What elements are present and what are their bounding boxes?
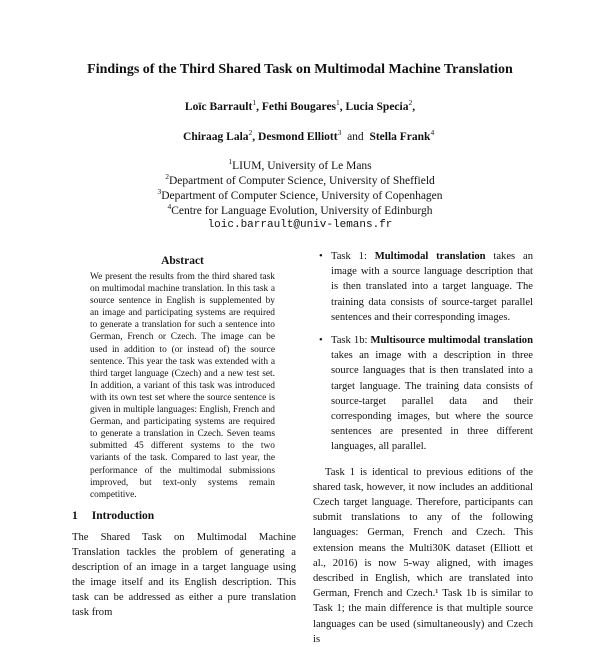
author-sup: 3 [337,127,342,137]
author-sup: 1 [252,98,257,108]
task-bullet: • Task 1: Multimodal translation takes an image with a source language description that is then translated into a target language. The training data consists of source-target parallel sentences and their corresponding images. [319,251,533,323]
author-sup: 4 [430,127,435,137]
affiliation: $^1$LIUM, University of Le Mans [228,157,372,173]
affiliation: $^4$Centre for Language Evolution, University of Edinburgh [167,201,433,217]
author-sep: , [412,101,416,113]
author-name: Desmond Elliott [258,130,338,143]
author-sep: , [252,130,259,143]
abstract-heading: Abstract [161,255,204,267]
bullet-icon: • [319,335,323,347]
author-sep: , [256,101,262,113]
author-name: Lucia Specia [345,101,409,113]
author-name: Fethi Bougares [261,101,337,113]
author-sup: 2 [248,127,253,137]
section-heading [72,510,168,522]
section-number: 1 [72,510,78,522]
bullet-icon: • [319,251,323,262]
section-title: Introduction [91,510,155,522]
affiliation: $^3$Department of Computer Science, University of Copenhagen [157,186,443,202]
author-sup: 1 [336,98,340,108]
author-sep: , [339,101,346,113]
paper-title: Findings of the Third Shared Task on Multimodal Machine Translation [87,62,513,77]
right-column [313,249,533,647]
author-name: Loïc Barrault [184,101,253,113]
abstract-text: We present the results from the third shared task on multimodal machine translation. In this task a source sentence in English is supplemented by an image and participating systems are required to generate a translation for such a sentence into German, French or Czech. The image can be used in addition to (or instead of) the source sentence. This year the task was extended with a third target language (Czech) and a new test set. In addition, a variant of this task was introduced with its own test set where the source sentence is given in multiple languages: English, French and German, and participating systems are required to generate a translation in Czech. Seven teams submitted 45 different systems to the two variants of the task. Compared to last year, the performance of the multimodal submissions improved, but text-only systems remain competitive. [90,272,275,500]
author-block [0,100,600,233]
author-line-2 [0,115,600,159]
author-name: Chiraag Lala [183,130,249,143]
body-paragraph: Task 1 is identical to previous editions of the shared task, however, it now includes an additional Czech target language. Therefore, participants can submit translations to any of the following languages: German, French and Czech. This extension means the Multi30K dataset (Elliott et al., 2016) is now 5-way aligned, with images described in English, which are translated into German, French and Czech.¹ Task 1b is similar to Task 1; the main difference is that multiple source languages can be used (simultaneously) and Czech is [313,466,533,645]
affiliation: $^2$Department of Computer Science, University of Sheffield [165,172,435,187]
author-line-1 [0,100,600,115]
author-email[interactable]: loic.barrault@univ-lemans.fr [207,219,393,232]
intro-paragraph: The Shared Task on Multimodal Machine Translation tackles the problem of generating a description of an image in a target language using the image itself and its English description. This task can be addressed as either a pure translation task from [72,532,296,618]
task-bullet: • Task 1b: Multisource multimodal translation takes an image with a description in three source languages that is then translated into a target language. The training data consists of source-target parallel data and their corresponding images, but where the source sentences are presented in three different languages, all parallel. [319,335,533,453]
author-name: Stella Frank [369,130,431,143]
author-sup: 2 [408,98,413,108]
author-sep: and [341,130,370,143]
